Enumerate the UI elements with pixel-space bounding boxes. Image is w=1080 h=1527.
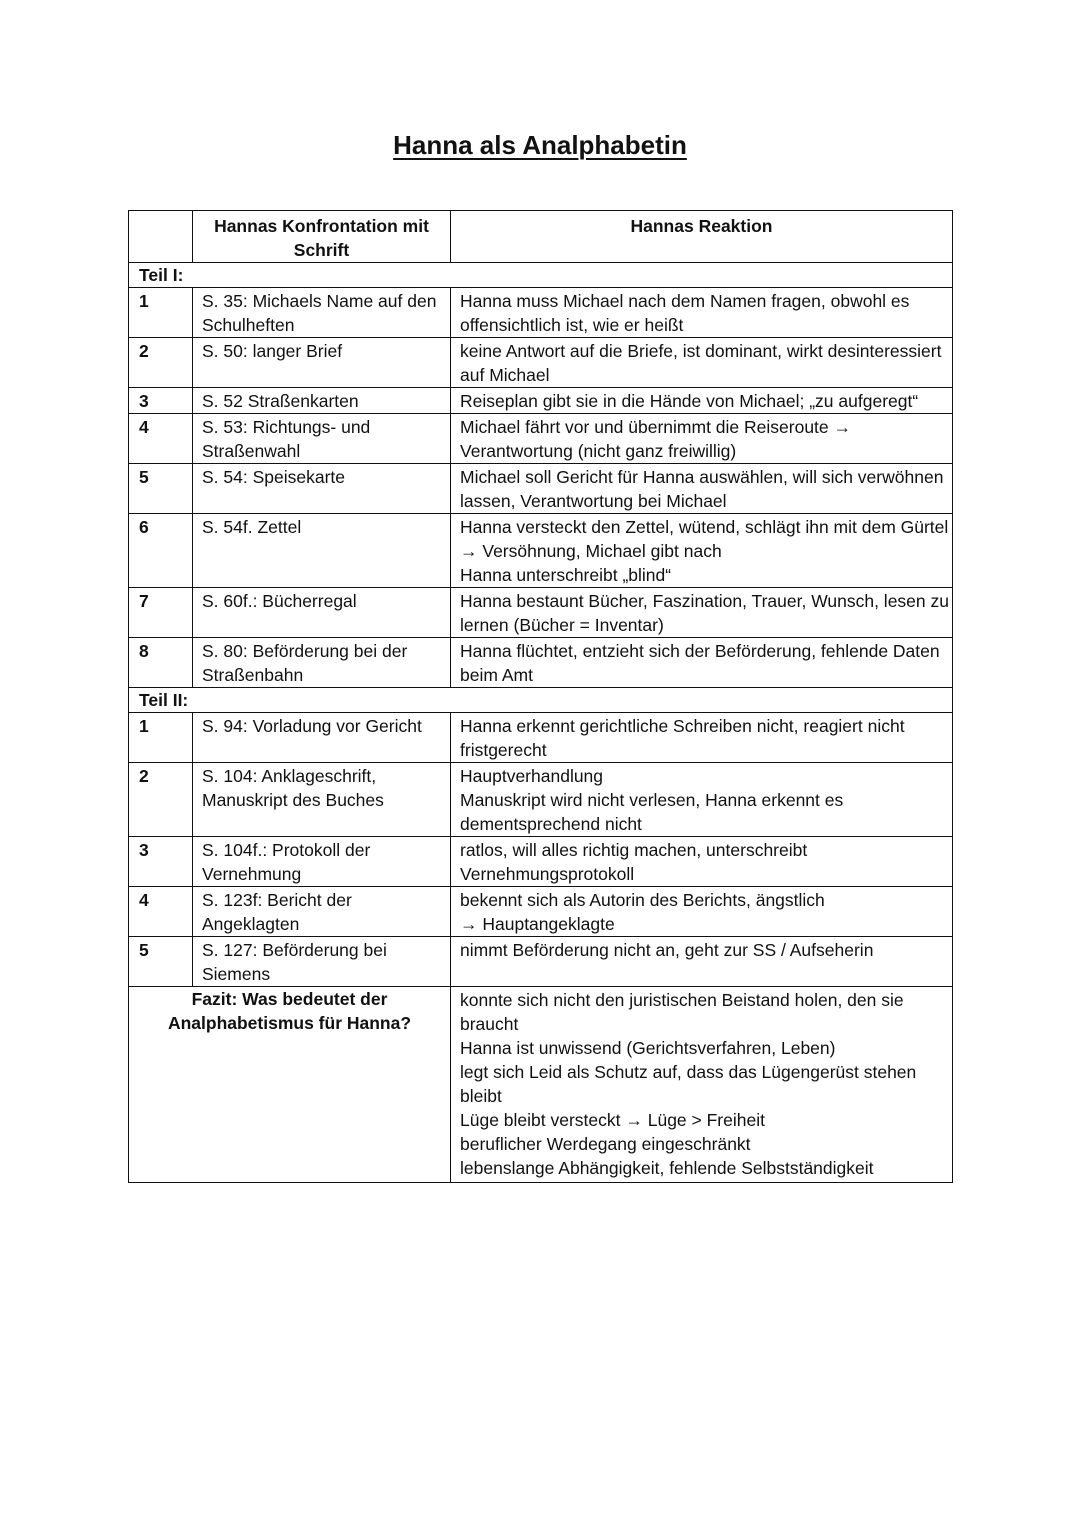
table-row: [129, 388, 953, 414]
reaction-line: → Hauptangeklagte: [460, 914, 615, 934]
fazit-point: lebenslange Abhängigkeit, fehlende Selbstständigkeit: [460, 1158, 874, 1178]
row-source: S. 94: Vorladung vor Gericht: [193, 713, 451, 763]
table-header-row: [129, 211, 953, 263]
row-reaction: [451, 713, 953, 763]
row-source: S. 35: Michaels Name auf den Schulheften: [193, 288, 451, 338]
row-source: S. 53: Richtungs- und Straßenwahl: [193, 414, 451, 464]
fazit-point: legt sich Leid als Schutz auf, dass das Lügengerüst stehen bleibt: [460, 1062, 917, 1106]
table-row: [129, 887, 953, 937]
row-source: S. 80: Beförderung bei der Straßenbahn: [193, 638, 451, 688]
row-reaction: [451, 414, 953, 464]
row-source: S. 127: Beförderung bei Siemens: [193, 937, 451, 987]
row-number: 1: [129, 288, 193, 338]
header-number: [129, 211, 193, 263]
row-number: 4: [129, 887, 193, 937]
row-number: 8: [129, 638, 193, 688]
row-source: S. 104f.: Protokoll der Vernehmung: [193, 837, 451, 887]
table-row: [129, 338, 953, 388]
row-number: 2: [129, 763, 193, 837]
row-number: 5: [129, 937, 193, 987]
reaction-line: Hanna bestaunt Bücher, Faszination, Trauer, Wunsch, lesen zu lernen (Bücher = Inventar): [460, 591, 949, 635]
row-source: S. 52 Straßenkarten: [193, 388, 451, 414]
row-number: 2: [129, 338, 193, 388]
table-row: [129, 937, 953, 987]
row-source: S. 54f. Zettel: [193, 514, 451, 588]
fazit-point: Hanna ist unwissend (Gerichtsverfahren, Leben): [460, 1038, 836, 1058]
analysis-table: [128, 210, 953, 1183]
row-reaction: [451, 464, 953, 514]
table-row: [129, 763, 953, 837]
row-number: 3: [129, 837, 193, 887]
table-row: [129, 514, 953, 588]
row-number: 1: [129, 713, 193, 763]
section-row: [129, 263, 953, 288]
row-source: S. 60f.: Bücherregal: [193, 588, 451, 638]
reaction-line: Manuskript wird nicht verlesen, Hanna erkennt es dementsprechend nicht: [460, 790, 844, 834]
table-row: [129, 588, 953, 638]
reaction-line: keine Antwort auf die Briefe, ist dominant, wirkt desinteressiert auf Michael: [460, 341, 942, 385]
row-number: 3: [129, 388, 193, 414]
fazit-row: [129, 987, 953, 1183]
row-number: 4: [129, 414, 193, 464]
table-row: [129, 464, 953, 514]
row-reaction: [451, 338, 953, 388]
fazit-point: konnte sich nicht den juristischen Beistand holen, den sie braucht: [460, 990, 904, 1034]
table-row: [129, 288, 953, 338]
reaction-line: Hanna unterschreibt „blind“: [460, 565, 672, 585]
reaction-line: bekennt sich als Autorin des Berichts, ängstlich: [460, 890, 825, 910]
reaction-line: Hanna erkennt gerichtliche Schreiben nicht, reagiert nicht fristgerecht: [460, 716, 905, 760]
reaction-line: ratlos, will alles richtig machen, unterschreibt Vernehmungsprotokoll: [460, 840, 808, 884]
row-reaction: [451, 638, 953, 688]
row-number: 5: [129, 464, 193, 514]
table-row: [129, 713, 953, 763]
header-reaction: Hannas Reaktion: [451, 211, 953, 263]
reaction-line: Reiseplan gibt sie in die Hände von Michael; „zu aufgeregt“: [460, 391, 919, 411]
row-reaction: [451, 887, 953, 937]
fazit-question: Fazit: Was bedeutet der Analphabetismus für Hanna?: [129, 987, 451, 1183]
row-source: S. 104: Anklageschrift, Manuskript des Buches: [193, 763, 451, 837]
section-row: [129, 688, 953, 713]
table-body: [129, 263, 953, 1183]
reaction-line: Michael soll Gericht für Hanna auswählen, will sich verwöhnen lassen, Verantwortung bei Michael: [460, 467, 944, 511]
header-confrontation: Hannas Konfrontation mit Schrift: [193, 211, 451, 263]
row-reaction: [451, 388, 953, 414]
row-reaction: [451, 588, 953, 638]
table-row: [129, 414, 953, 464]
row-number: 6: [129, 514, 193, 588]
reaction-line: nimmt Beförderung nicht an, geht zur SS / Aufseherin: [460, 940, 874, 960]
reaction-line: Hanna versteckt den Zettel, wütend, schlägt ihn mit dem Gürtel → Versöhnung, Michael gibt nach: [460, 517, 949, 561]
row-reaction: [451, 937, 953, 987]
row-source: S. 54: Speisekarte: [193, 464, 451, 514]
page-title: Hanna als Analphabetin: [393, 130, 687, 160]
section-label: Teil II:: [129, 688, 953, 713]
row-reaction: [451, 514, 953, 588]
reaction-line: Michael fährt vor und übernimmt die Reiseroute → Verantwortung (nicht ganz freiwillig): [460, 417, 852, 461]
fazit-point: Lüge bleibt versteckt → Lüge > Freiheit: [460, 1110, 765, 1130]
reaction-line: Hanna muss Michael nach dem Namen fragen, obwohl es offensichtlich ist, wie er heißt: [460, 291, 910, 335]
row-reaction: [451, 288, 953, 338]
reaction-line: Hanna flüchtet, entzieht sich der Beförderung, fehlende Daten beim Amt: [460, 641, 940, 685]
reaction-line: Hauptverhandlung: [460, 766, 604, 786]
row-source: S. 123f: Bericht der Angeklagten: [193, 887, 451, 937]
row-number: 7: [129, 588, 193, 638]
fazit-point: beruflicher Werdegang eingeschränkt: [460, 1134, 751, 1154]
row-reaction: [451, 763, 953, 837]
section-label: Teil I:: [129, 263, 953, 288]
table-row: [129, 837, 953, 887]
fazit-answers: [451, 987, 953, 1183]
table-row: [129, 638, 953, 688]
row-reaction: [451, 837, 953, 887]
row-source: S. 50: langer Brief: [193, 338, 451, 388]
